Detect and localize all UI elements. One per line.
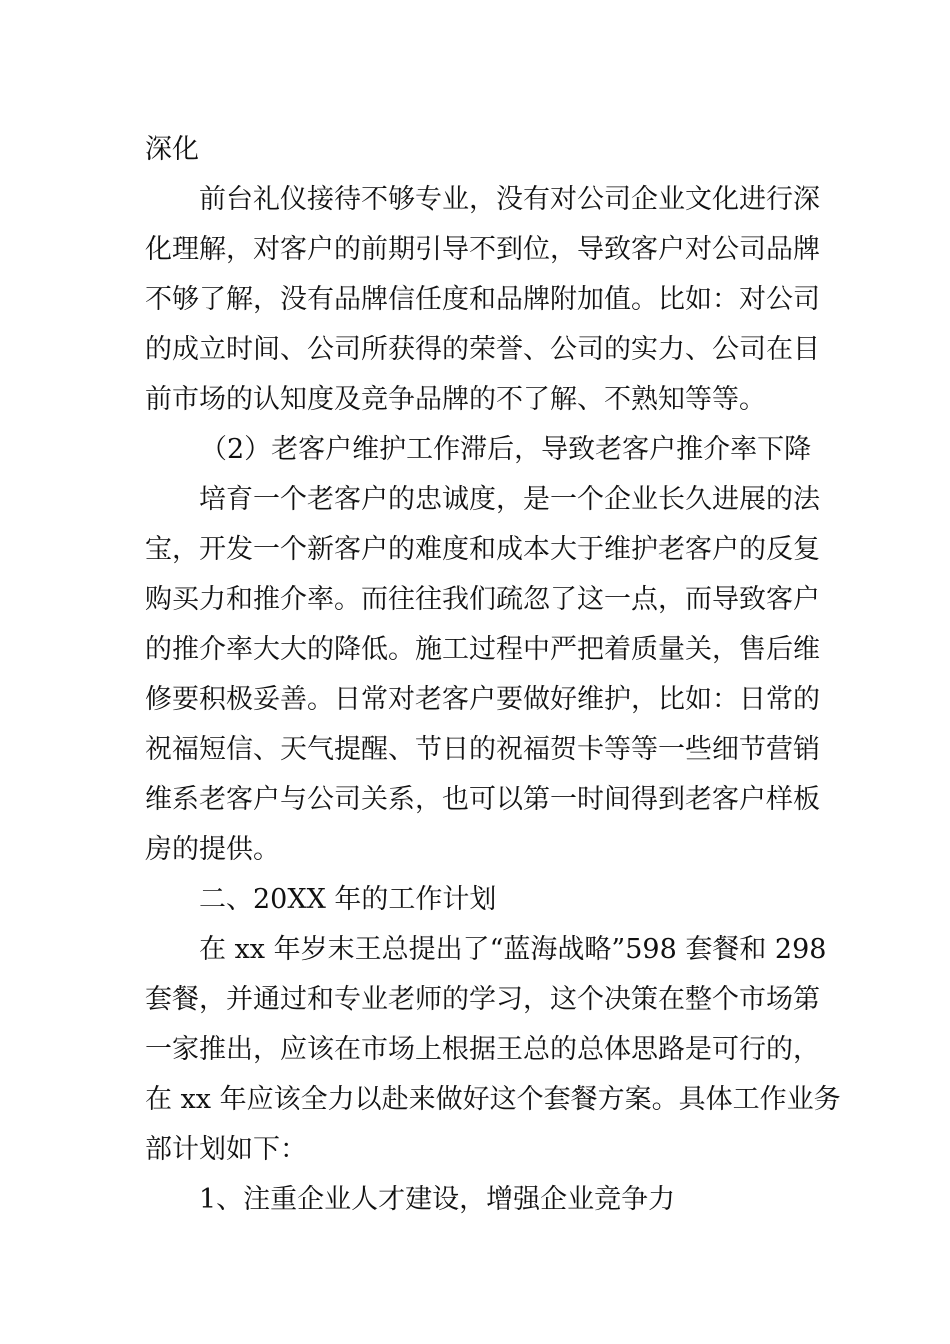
text-line: 不够了解，没有品牌信任度和品牌附加值。比如：对公司: [145, 284, 820, 315]
paragraph-first-line: 前台礼仪接待不够专业，没有对公司企业文化进行深: [199, 184, 820, 215]
text-line: 宝，开发一个新客户的难度和成本大于维护老客户的反复: [145, 534, 820, 565]
text-line: 套餐，并通过和专业老师的学习，这个决策在整个市场第: [145, 984, 820, 1015]
text-line: 房的提供。: [145, 834, 280, 865]
text-line: 深化: [145, 134, 199, 165]
text-line: 一家推出，应该在市场上根据王总的总体思路是可行的，: [145, 1034, 820, 1065]
section-heading: 1、注重企业人才建设，增强企业竞争力: [199, 1184, 676, 1215]
text-line: 前市场的认知度及竞争品牌的不了解、不熟知等等。: [145, 384, 766, 415]
text-line: 部计划如下：: [145, 1134, 307, 1165]
paragraph-first-line: 在 xx 年岁末王总提出了“蓝海战略”598 套餐和 298: [199, 934, 827, 965]
text-line: 购买力和推介率。而往往我们疏忽了这一点，而导致客户: [145, 584, 820, 615]
section-heading: （2）老客户维护工作滞后，导致老客户推介率下降: [200, 434, 812, 465]
paragraph-first-line: 培育一个老客户的忠诚度，是一个企业长久进展的法: [199, 484, 820, 515]
text-line: 化理解，对客户的前期引导不到位，导致客户对公司品牌: [145, 234, 820, 265]
section-heading: 二、20XX 年的工作计划: [199, 884, 497, 915]
text-line: 维系老客户与公司关系，也可以第一时间得到老客户样板: [145, 784, 820, 815]
text-line: 的成立时间、公司所获得的荣誉、公司的实力、公司在目: [145, 334, 820, 365]
text-line: 的推介率大大的降低。施工过程中严把着质量关，售后维: [145, 634, 820, 665]
text-line: 修要积极妥善。日常对老客户要做好维护，比如：日常的: [145, 684, 820, 715]
text-line: 在 xx 年应该全力以赴来做好这个套餐方案。具体工作业务: [145, 1084, 841, 1115]
text-line: 祝福短信、天气提醒、节日的祝福贺卡等等一些细节营销: [145, 734, 820, 765]
